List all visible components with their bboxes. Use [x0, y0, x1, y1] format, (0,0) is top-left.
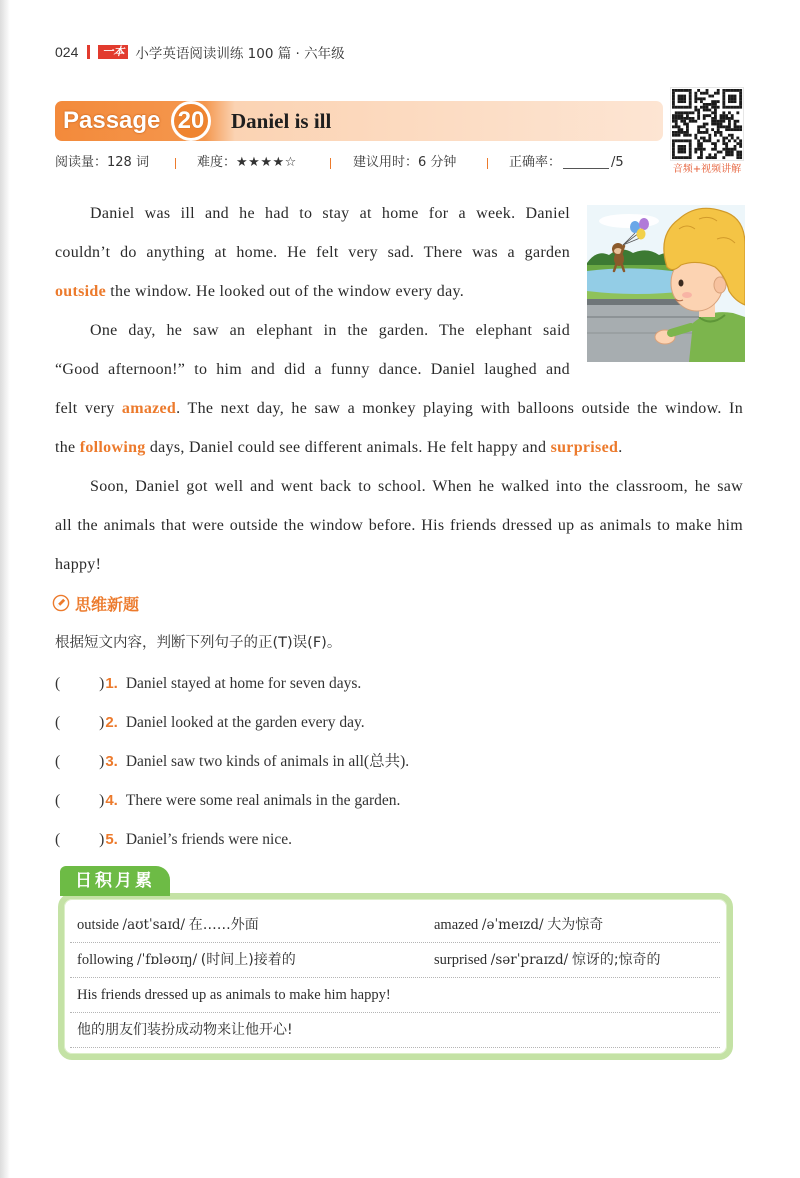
- passage-line: [55, 467, 743, 506]
- passage-line: [55, 311, 570, 350]
- vocab-meaning: 惊讶的;惊奇的: [571, 952, 661, 968]
- vocab-meaning: 大为惊奇: [547, 917, 604, 933]
- answer-paren-open: (: [55, 675, 61, 692]
- vocab-row: [70, 943, 720, 978]
- text-run: all the animals that were outside the window before. His friends dressed up as animals to make him: [55, 517, 743, 534]
- vocab-phonetic: /əˈmeɪzd/: [481, 917, 544, 933]
- vocab-word: surprised: [434, 952, 488, 968]
- question-item: [55, 820, 409, 859]
- vocab-phonetic: /sərˈpraɪzd/: [490, 952, 569, 968]
- info-separator: [487, 158, 488, 169]
- answer-paren-close: ): [99, 792, 105, 809]
- vocab-highlight: following: [79, 439, 146, 456]
- answer-paren-close: ): [99, 714, 105, 731]
- accuracy-total: /5: [611, 155, 624, 170]
- passage-number-badge: 20: [171, 101, 211, 141]
- question-item: [55, 742, 409, 781]
- question-number: 4.: [105, 792, 118, 809]
- vocab-sentence-row: [70, 978, 720, 1013]
- word-count: 阅读量：128 词: [55, 155, 149, 170]
- vocab-entry: [77, 943, 434, 978]
- vocab-row: [70, 908, 720, 943]
- exercise-heading: [52, 593, 139, 613]
- vocab-word: following: [77, 952, 134, 968]
- question-list: [55, 664, 409, 859]
- text-run: days, Daniel could see different animals. He felt happy and: [145, 439, 551, 456]
- difficulty-stars-icon: ★★★★☆: [236, 155, 297, 170]
- vocabulary-box: [58, 893, 733, 1060]
- vocab-entry: [434, 908, 720, 943]
- text-run: couldn’t do anything at home. He felt very sad. There was a garden: [55, 244, 570, 261]
- passage-label: Passage: [63, 107, 161, 134]
- passage-line: [55, 233, 570, 272]
- answer-paren-open: (: [55, 714, 61, 731]
- exercise-instruction: 根据短文内容，判断下列句子的正(T)误(F)。: [55, 635, 342, 651]
- accuracy: [509, 154, 624, 172]
- passage-line: [55, 506, 743, 545]
- info-separator: [330, 158, 331, 169]
- vocab-meaning: 在……外面: [188, 917, 259, 933]
- difficulty-label: 难度：: [197, 155, 237, 170]
- accuracy-blank: [563, 168, 609, 169]
- question-number: 3.: [105, 753, 118, 770]
- question-number: 1.: [105, 675, 118, 692]
- vocab-highlight: amazed: [121, 400, 177, 417]
- answer-paren-open: (: [55, 831, 61, 848]
- passage-line: [55, 545, 743, 584]
- vocab-phonetic: /ˈfɒləʊɪŋ/: [137, 952, 198, 968]
- vocab-phonetic: /aʊtˈsaɪd/: [122, 917, 186, 933]
- text-run: .: [618, 439, 623, 456]
- text-run: Daniel was ill and he had to stay at home for a week. Daniel: [90, 205, 570, 222]
- question-item: [55, 664, 409, 703]
- question-text: Daniel saw two kinds of animals in all(总共).: [125, 753, 410, 770]
- vocab-meaning: (时间上)接着的: [200, 952, 296, 968]
- question-text: Daniel’s friends were nice.: [125, 831, 292, 848]
- page-edge-shadow: [0, 0, 10, 1178]
- text-run: happy!: [55, 556, 102, 573]
- text-run: Soon, Daniel got well and went back to school. When he walked into the classroom, he saw: [90, 478, 743, 495]
- book-title: 小学英语阅读训练 100 篇 · 六年级: [135, 46, 345, 62]
- text-run: the window. He looked out of the window every day.: [106, 283, 465, 300]
- pencil-icon: [52, 594, 70, 612]
- accuracy-label: 正确率：: [509, 155, 562, 170]
- passage-body: [55, 194, 743, 584]
- suggested-time: 建议用时：6 分钟: [353, 155, 457, 170]
- passage-line: [55, 194, 570, 233]
- vocab-sentence-en: His friends dressed up as animals to make him happy!: [77, 987, 391, 1003]
- answer-paren-open: (: [55, 792, 61, 809]
- passage-line: [55, 272, 570, 311]
- header-divider: [87, 45, 90, 59]
- page-header: [55, 43, 345, 61]
- passage-title: Daniel is ill: [231, 109, 332, 133]
- passage-info-bar: [0, 154, 800, 172]
- question-number: 2.: [105, 714, 118, 731]
- question-text: Daniel looked at the garden every day.: [125, 714, 365, 731]
- publisher-logo: 一本: [98, 45, 128, 59]
- question-text: Daniel stayed at home for seven days.: [125, 675, 362, 692]
- text-run: felt very: [55, 400, 122, 417]
- vocab-word: amazed: [434, 917, 479, 933]
- info-separator: [175, 158, 176, 169]
- passage-line: [55, 350, 570, 389]
- answer-paren-open: (: [55, 753, 61, 770]
- vocab-sentence-row: [70, 1013, 720, 1048]
- text-run: . The next day, he saw a monkey playing with balloons outside the window. In: [176, 400, 743, 417]
- text-run: “Good afternoon!” to him and did a funny dance. Daniel laughed and: [55, 361, 570, 378]
- vocab-highlight: surprised: [550, 439, 619, 456]
- question-text: There were some real animals in the garden.: [125, 792, 401, 809]
- vocabulary-tab: 日积月累: [60, 866, 170, 896]
- answer-paren-close: ): [99, 831, 105, 848]
- page-number: 024: [55, 44, 79, 60]
- text-run: One day, he saw an elephant in the garden. The elephant said: [90, 322, 570, 339]
- passage-line: [55, 428, 743, 467]
- answer-paren-close: ): [99, 675, 105, 692]
- text-run: the: [55, 439, 80, 456]
- difficulty: [197, 154, 297, 172]
- passage-banner: [55, 101, 663, 141]
- question-number: 5.: [105, 831, 118, 848]
- qr-caption: 音频+视频讲解: [672, 164, 742, 175]
- vocab-word: outside: [77, 917, 119, 933]
- question-item: [55, 703, 409, 742]
- vocab-entry: [434, 943, 720, 978]
- passage-line: [55, 389, 743, 428]
- vocab-highlight: outside: [55, 283, 106, 300]
- question-item: [55, 781, 409, 820]
- answer-paren-close: ): [99, 753, 105, 770]
- vocab-sentence-zh: 他的朋友们装扮成动物来让他开心!: [77, 1022, 293, 1038]
- vocab-entry: [77, 908, 434, 943]
- qr-code: [670, 87, 744, 161]
- exercise-title: 思维新题: [75, 594, 140, 614]
- qr-code-icon: [671, 88, 743, 160]
